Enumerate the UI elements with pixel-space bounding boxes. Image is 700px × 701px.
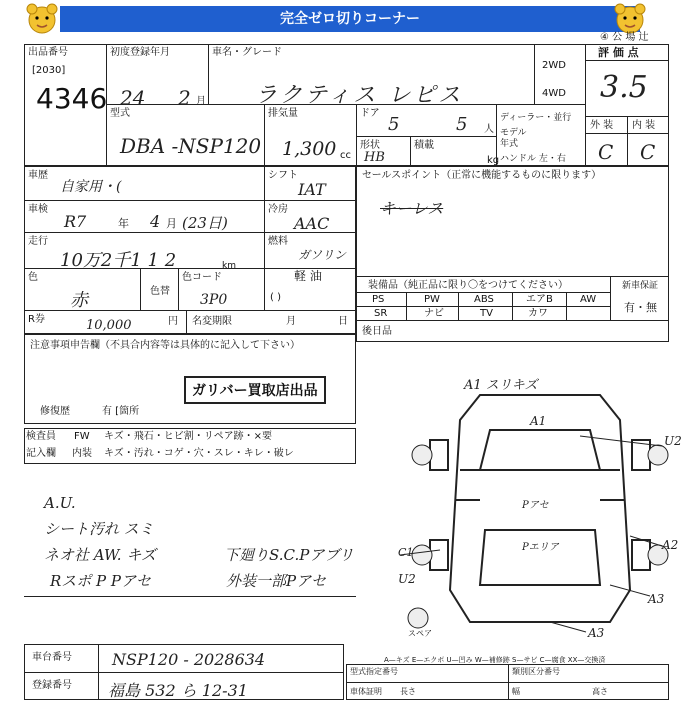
remark-line3: ネオ社 AW. キズ — [44, 546, 157, 564]
grade-label: 評 価 点 — [598, 46, 639, 59]
diagram-u2-left: U2 — [398, 572, 416, 586]
spec-height-label: 高さ — [592, 687, 608, 696]
lot-sub: [2030] — [32, 65, 66, 76]
usage-value: 自家用・( — [60, 179, 122, 195]
displacement-label: 排気量 — [268, 108, 298, 119]
rear-seat-label: 後日品 — [362, 326, 392, 337]
inspector-int-items: キズ・汚れ・コゲ・穴・スレ・キレ・破レ — [104, 448, 294, 459]
chassis-label: 車台番号 — [32, 652, 72, 663]
inspector-fw-items: キズ・飛石・ヒビ割・リペア跡・×要 — [104, 431, 272, 442]
inspection-month: 4 — [150, 212, 161, 231]
grade-value: 3.5 — [600, 70, 648, 105]
equip-aw: AW — [580, 294, 597, 305]
fuel-option1: ガソリン — [298, 248, 347, 262]
mileage-label: 走行 — [28, 236, 48, 247]
diagram-c1: C1 — [398, 546, 414, 559]
handle-label: ハンドル 左・右 — [500, 154, 566, 164]
load-label: 積載 — [414, 140, 434, 151]
displacement-value: 1,300 — [282, 138, 337, 160]
recycle-unit: 円 — [168, 316, 178, 327]
sales-points-label: セールスポイント（正常に機能するものに限ります） — [362, 170, 602, 181]
usage-label: 車歴 — [28, 170, 48, 181]
reg-number-value: 福島 532 ら 12-31 — [108, 681, 248, 700]
aircon-value: AAC — [294, 214, 330, 233]
chassis-value: NSP120 - 2028634 — [112, 650, 266, 669]
deadline-month-unit: 月 — [286, 316, 296, 327]
first-reg-label: 初度登録年月 — [110, 47, 170, 58]
inspector-label1: 検査員 — [26, 431, 56, 442]
banner-title: 完全ゼロ切りコーナー — [60, 6, 640, 32]
diagram-top-label: A1 スリキズ — [464, 378, 538, 393]
recycle-label: R券 — [28, 314, 45, 325]
int-value: C — [640, 140, 656, 164]
diagram-pmase: Pアセ — [522, 500, 549, 511]
ext-label: 外 装 — [590, 120, 614, 131]
diagram-a3-bottom: A3 — [588, 626, 605, 640]
aircon-label: 冷房 — [268, 204, 288, 215]
drive-2wd: 2WD — [542, 60, 566, 71]
inspection-month-unit: 月 — [166, 217, 177, 230]
warranty-value: 有・無 — [624, 301, 657, 314]
diagram-a3: A3 — [648, 592, 665, 606]
diagram-pmase2: Pエリア — [522, 542, 559, 553]
inspector-fw: FW — [74, 431, 90, 442]
equip-leather: カワ — [528, 308, 548, 319]
spec-width-label: 幅 — [512, 687, 520, 696]
dealer-label: ディーラー・並行 — [500, 113, 572, 123]
drive-4wd: 4WD — [542, 88, 566, 99]
remark-line6: 外装一部Pアセ — [226, 572, 326, 590]
damage-legend: A—キズ E—エクボ U—凹み W—補修跡 S—サビ C—腐食 XX—交換済 — [384, 656, 606, 664]
equip-airbag: エアB — [526, 294, 553, 305]
deadline-day-unit: 日 — [338, 316, 348, 327]
inspection-year-unit: 年 — [118, 217, 129, 230]
inspector-label2: 記入欄 — [26, 448, 56, 459]
first-reg-month-unit: 月 — [196, 96, 206, 107]
shift-label: シフト — [268, 170, 298, 181]
deadline-label: 名変期限 — [192, 316, 232, 327]
shift-value: IAT — [298, 180, 326, 199]
reg-number-label: 登録番号 — [32, 680, 72, 691]
equip-sr: SR — [374, 308, 388, 319]
car-name-value: ラクティス レピス — [255, 83, 464, 108]
equip-navi: ナビ — [424, 308, 444, 319]
first-reg-year: 24 — [120, 86, 146, 110]
equip-abs: ABS — [474, 294, 494, 305]
spec-length-label: 長さ — [400, 687, 416, 696]
color-value: 赤 — [70, 290, 88, 311]
inspection-year: R7 — [64, 212, 87, 231]
model-value: DBA -NSP120 — [120, 134, 262, 158]
inspection-day: (23日) — [182, 214, 228, 232]
doors-value: 5 — [388, 114, 400, 135]
lot-number: 4346 — [36, 82, 108, 115]
diagram-a2: A2 — [662, 538, 679, 552]
remark-line4: Rスポ P Pアセ — [50, 572, 151, 590]
remark-line2: シート汚れ スミ — [44, 520, 154, 538]
spec-class-label: 類別区分番号 — [512, 667, 560, 676]
mileage-unit: km — [222, 261, 236, 271]
fuel-label: 燃料 — [268, 236, 288, 247]
diagram-u2-right: U2 — [664, 434, 682, 448]
recycle-value: 10,000 — [86, 318, 132, 333]
shape-label: 形状 — [360, 140, 380, 151]
equipment-label: 装備品（純正品に限り〇をつけてください） — [368, 280, 568, 291]
remark-line5: 下廻りS.C.Pアブリ — [224, 546, 354, 564]
bear-logo-right — [608, 2, 652, 36]
notes-label: 注意事項申告欄（不具合内容等は具体的に記入して下さい） — [30, 340, 300, 351]
capacity-unit: 人 — [484, 124, 494, 135]
color-code-value: 3P0 — [200, 292, 228, 308]
repair-value: 有 [箇所 — [102, 406, 140, 417]
color-swap-label: 色替 — [150, 286, 170, 297]
doors-label: ドア — [360, 108, 380, 119]
equip-tv: TV — [480, 308, 493, 319]
fuel-option2: 軽 油 — [294, 269, 322, 283]
inspection-label: 車検 — [28, 204, 48, 215]
warranty-label: 新車保証 — [622, 281, 659, 291]
equip-pw: PW — [424, 294, 440, 305]
model-year-label: モデル — [500, 128, 527, 138]
first-reg-month: 2 — [178, 86, 191, 110]
capacity-value: 5 — [456, 114, 468, 135]
int-label: 内 装 — [632, 120, 656, 131]
lot-label: 出品番号 — [28, 47, 68, 58]
displacement-unit: cc — [340, 150, 351, 161]
load-unit: kg — [487, 155, 500, 166]
color-label: 色 — [28, 272, 38, 283]
remark-line1: A.U. — [44, 494, 76, 512]
equip-ps: PS — [372, 294, 385, 305]
top-right-note: ④ 公 場 辻 — [600, 32, 649, 43]
mileage-value: 10万2千1 1 2 — [60, 250, 177, 271]
shape-value: HB — [364, 150, 385, 165]
inspector-int-label: 内装 — [72, 448, 92, 459]
bear-logo-left — [20, 2, 64, 36]
fuel-paren: ( ) — [270, 292, 281, 303]
car-name-label: 車名・グレード — [212, 47, 282, 58]
color-code-label: 色コード — [182, 272, 222, 283]
year-label: 年式 — [500, 139, 519, 149]
diagram-spare: スペア — [408, 629, 432, 638]
sales-points-value: キーレス — [380, 199, 444, 218]
model-label: 型式 — [110, 108, 130, 119]
spec-type-label: 型式指定番号 — [350, 667, 398, 676]
spec-body-label: 車体証明 — [350, 687, 382, 696]
diagram-a1: A1 — [530, 414, 547, 428]
notes-stamp: ガリバー買取店出品 — [184, 376, 326, 404]
repair-label: 修復歴 — [40, 406, 70, 417]
ext-value: C — [598, 140, 614, 164]
